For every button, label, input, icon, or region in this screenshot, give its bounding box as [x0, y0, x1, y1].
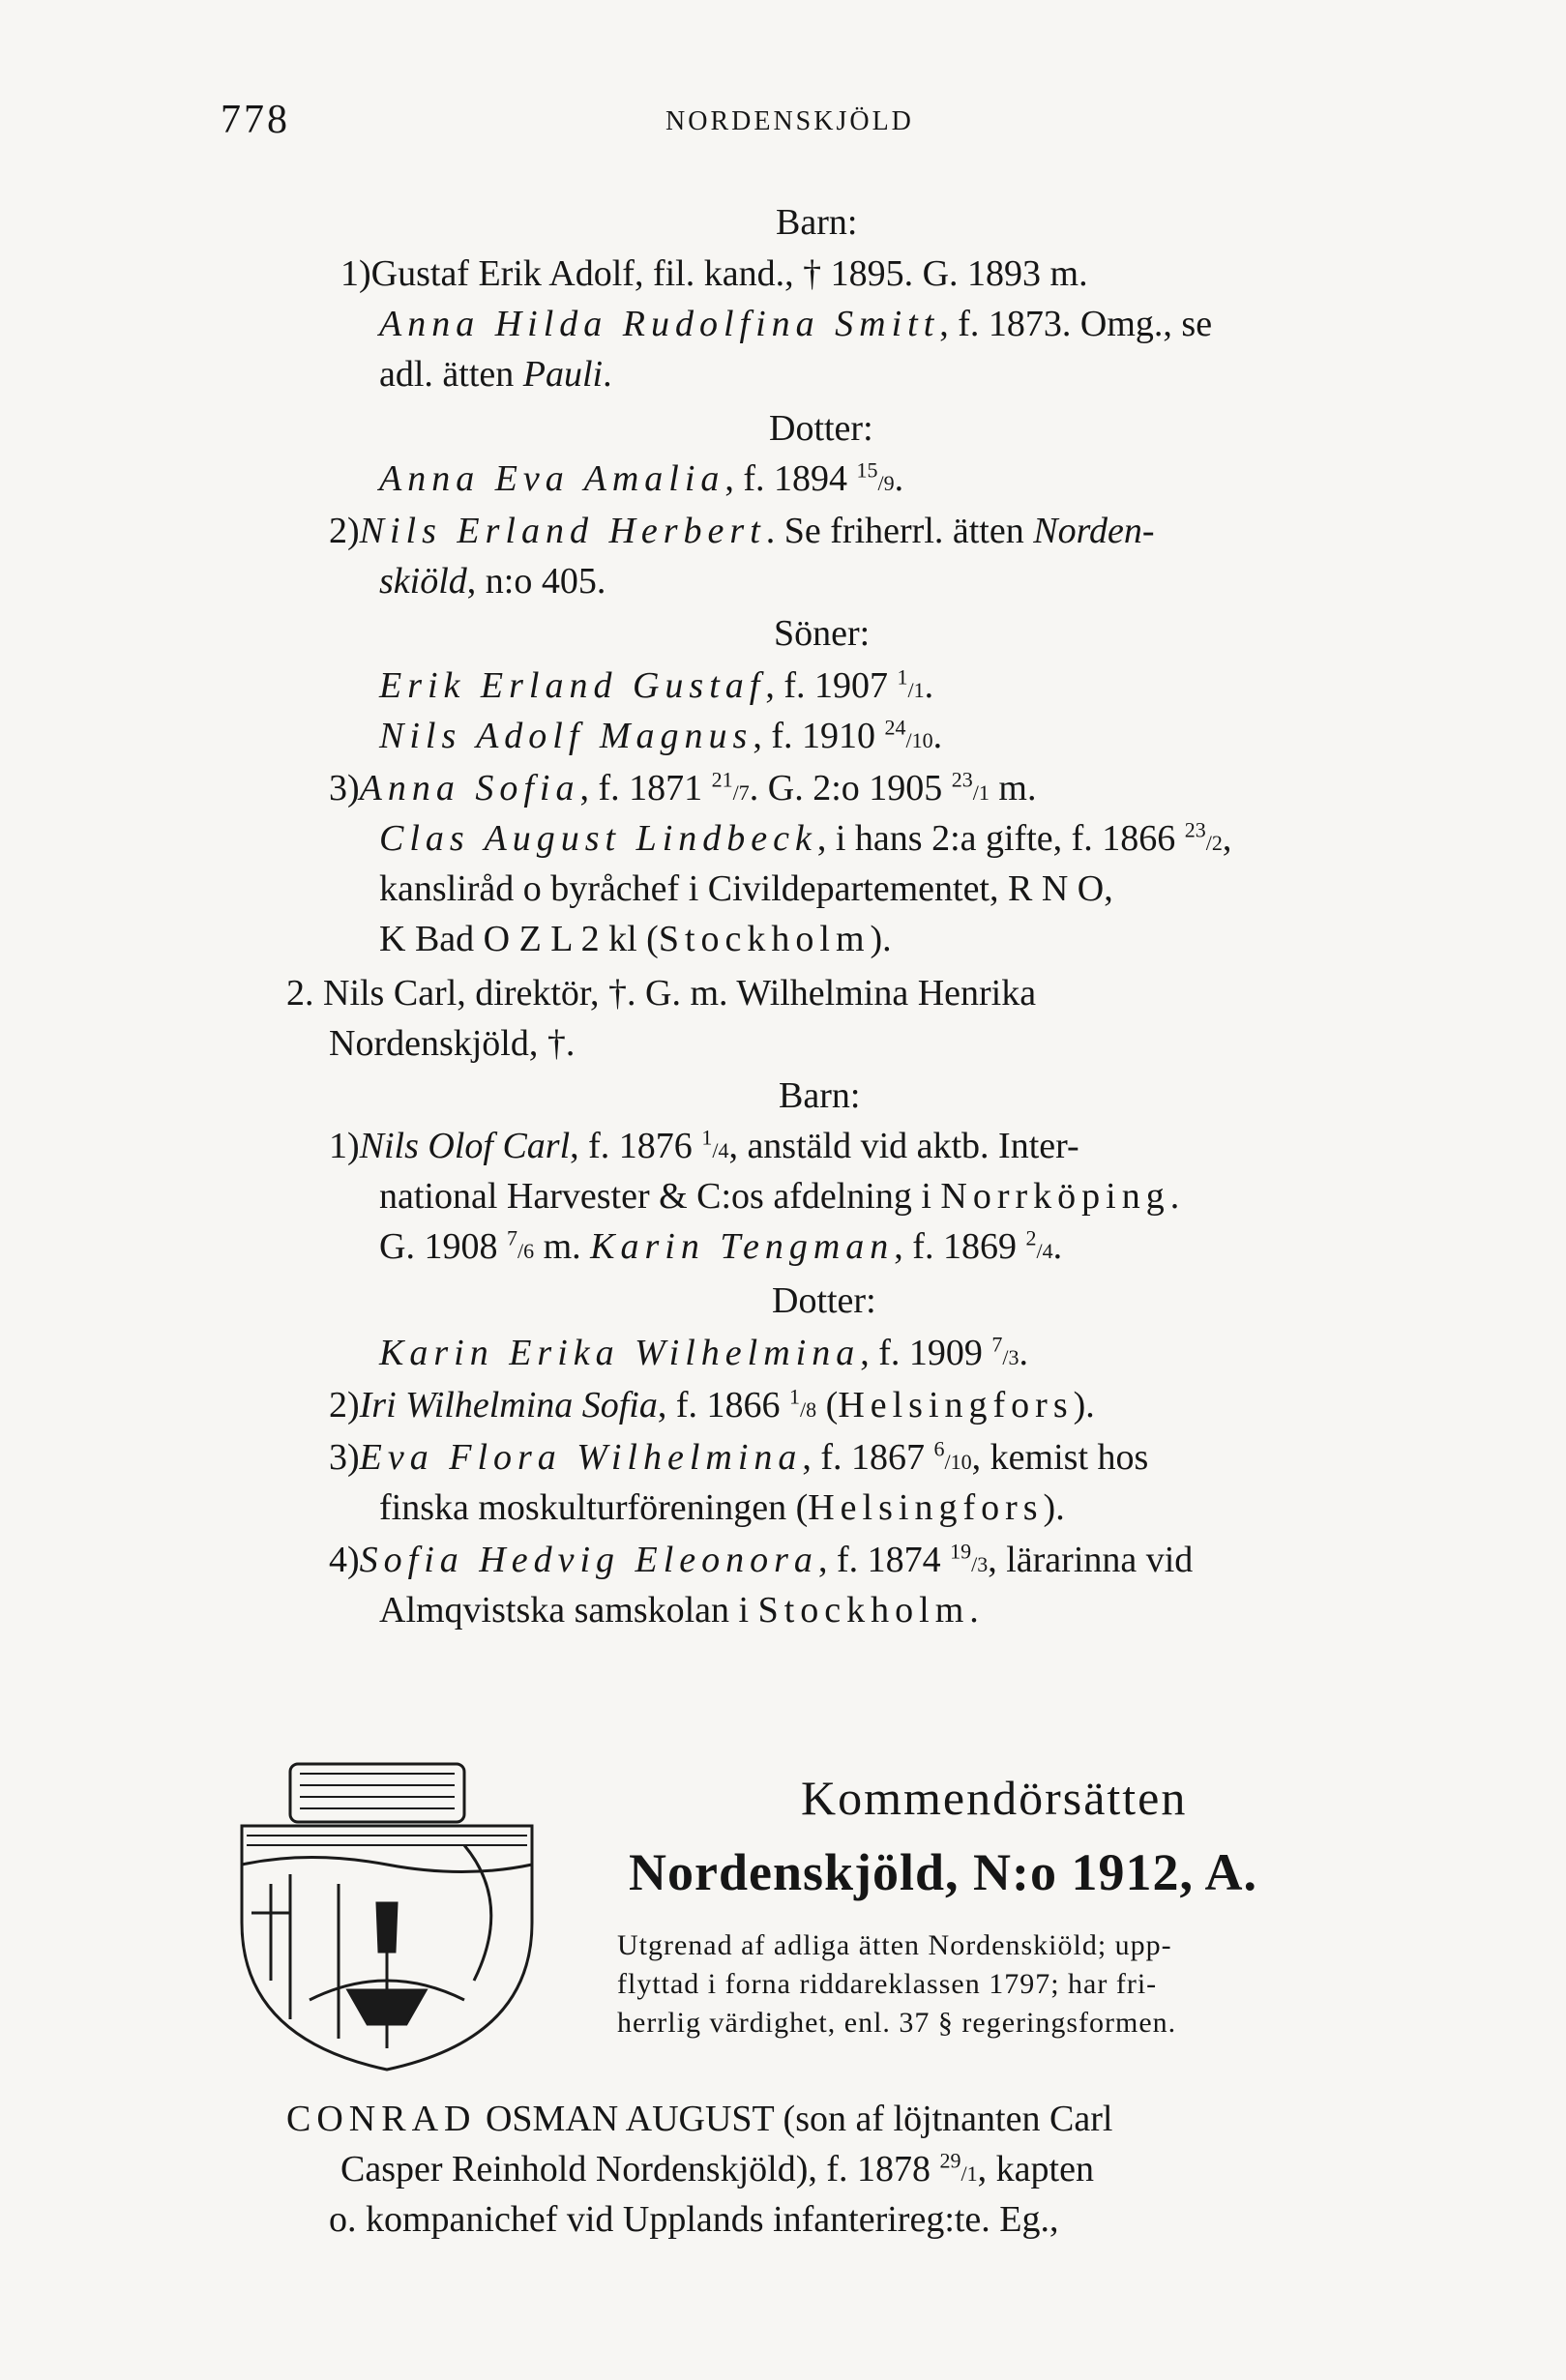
daughter-line: Anna Eva Amalia, f. 1894 $^{15}$/9.	[379, 457, 904, 499]
child-name: Sofia Hedvig Eleonora	[359, 1540, 818, 1580]
child-name: Nils Olof Carl	[359, 1126, 571, 1166]
child-text: K Bad O Z L 2 kl (	[379, 919, 659, 959]
s2-child-1-line-2	[379, 1172, 1179, 1220]
child-text: , f. 1869	[894, 1226, 1017, 1267]
date-month: 3	[1008, 1345, 1019, 1369]
desc-line-1: Utgrenad af adliga ätten Nordenskiöld; upp-	[617, 1929, 1172, 1961]
date-month: 9	[883, 471, 895, 495]
child-name: Anna Sofia	[359, 768, 580, 808]
child-text: , f. 1894	[724, 458, 848, 499]
child-text: .	[1085, 1385, 1095, 1425]
child-text: finska moskulturföreningen (	[379, 1487, 809, 1528]
child-text: G. 1908	[379, 1226, 498, 1267]
child-number: 3)	[329, 768, 360, 808]
date-month: 6	[523, 1239, 535, 1263]
daughter-name: Karin Erika Wilhelmina	[379, 1333, 861, 1373]
child-3-line-3: kansliråd o byråchef i Civildepartementet, R N O,	[379, 868, 1113, 909]
s2-child-4-line-1: 4)Sofia Hedvig Eleonora, f. 1874 $^{19}$/3, lärarinna vid	[329, 1539, 1194, 1580]
date-day: 23	[1184, 817, 1206, 842]
child-text: , i hans 2:a gifte, f. 1866	[816, 818, 1176, 859]
child-text: .	[969, 1590, 979, 1631]
spouse-name: Clas August Lindbeck	[379, 818, 817, 859]
section-subtitle: Nordenskjöld, N:o 1912, A.	[629, 1843, 1258, 1901]
daughter-name: Anna Eva Amalia	[379, 458, 725, 499]
child-text: .	[603, 354, 612, 395]
child-text: Almqvistska samskolan i	[379, 1590, 758, 1631]
date-month: 4	[1042, 1239, 1053, 1263]
conrad-line-3: o. kompanichef vid Upplands infanterireg:te. Eg.,	[329, 2199, 1059, 2240]
family-ref: skiöld	[379, 561, 467, 602]
son-name: Nils Adolf Magnus	[379, 716, 753, 756]
running-head: NORDENSKJÖLD	[665, 106, 914, 136]
page-header	[221, 97, 1343, 155]
child-2-line-1	[329, 507, 1154, 555]
child-text: . G. 2:o 1905	[749, 768, 943, 808]
child-text: , f. 1876	[570, 1126, 693, 1166]
child-number: 4)	[329, 1540, 360, 1580]
place-name: Norrköping	[940, 1176, 1170, 1217]
coat-of-arms-icon	[232, 1758, 542, 2077]
heading-dotter-2: Dotter:	[772, 1280, 876, 1321]
child-text: , lärarinna vid	[988, 1540, 1194, 1580]
child-text: .	[1169, 1176, 1180, 1217]
spouse-name: Anna Hilda Rudolfina Smitt	[379, 304, 940, 344]
date-month: 7	[738, 780, 750, 805]
s2-daughter-line: Karin Erika Wilhelmina, f. 1909 $^7$/3.	[379, 1332, 1028, 1373]
place-name: Stockholm	[658, 919, 871, 959]
child-text: .	[1052, 1226, 1063, 1267]
heading-dotter: Dotter:	[769, 408, 873, 449]
date-day: 1	[789, 1384, 801, 1409]
entry-text: , kapten	[977, 2149, 1094, 2189]
section-2-line-2: Nordenskjöld, †.	[329, 1023, 576, 1064]
child-text: national Harvester & C:os afdelning i	[379, 1176, 941, 1217]
place-name: Helsingfors	[808, 1487, 1044, 1528]
date-day: 29	[939, 2148, 961, 2173]
conrad-line-2: Casper Reinhold Nordenskjöld), f. 1878 $^{29}$/1, kapten	[340, 2148, 1094, 2189]
child-text: , f. 1874	[817, 1540, 941, 1580]
date-day: 7	[991, 1332, 1003, 1357]
date-month: 1	[978, 780, 990, 805]
child-text: .	[1019, 1333, 1028, 1373]
heading-soner: Söner:	[774, 613, 871, 654]
family-ref: Norden-	[1033, 511, 1155, 551]
date-day: 1	[897, 664, 908, 690]
date-month: 8	[806, 1397, 817, 1422]
date-day: 19	[950, 1539, 972, 1564]
child-text: m.	[989, 768, 1037, 808]
child-text: ).	[870, 919, 892, 959]
child-number: 2)	[329, 1385, 360, 1425]
date-month: 2	[1211, 831, 1223, 855]
child-number: 2)	[329, 511, 360, 551]
child-text: ,	[1222, 818, 1232, 859]
child-1-line-1	[340, 250, 1088, 298]
date-month: 10	[911, 728, 933, 752]
child-name: Nils Erland Herbert	[359, 511, 766, 551]
date-month: 10	[950, 1450, 972, 1474]
child-number: 3)	[329, 1437, 360, 1478]
family-ref: Pauli	[522, 354, 604, 395]
child-3-line-2: Clas August Lindbeck, i hans 2:a gifte, f. 1866 $^{23}$/2,	[379, 817, 1232, 859]
entry-number: 2.	[286, 973, 314, 1014]
conrad-line-1	[286, 2095, 1112, 2143]
date-day: 6	[933, 1436, 945, 1461]
s2-child-3-line-2	[379, 1484, 1065, 1532]
child-text: , n:o 405.	[466, 561, 606, 602]
child-text: , f. 1909	[860, 1333, 983, 1373]
date-day: 2	[1025, 1225, 1037, 1250]
child-1-line-3	[379, 350, 612, 398]
person-name: CONRAD	[286, 2099, 477, 2139]
child-1-line-2	[379, 300, 1212, 348]
child-number: 1)	[340, 253, 371, 294]
desc-line-3: herrlig värdighet, enl. 37 § regeringsformen.	[617, 2007, 1177, 2039]
place-name: Helsingfors	[838, 1385, 1074, 1425]
child-text: , f. 1910	[753, 716, 875, 756]
date-month: 1	[913, 678, 925, 702]
s2-child-3-line-1: 3)Eva Flora Wilhelmina, f. 1867 $^6$/10, kemist hos	[329, 1436, 1149, 1478]
child-3-line-1: 3)Anna Sofia, f. 1871 $^{21}$/7. G. 2:o 1905 $^{23}$/1 m.	[329, 767, 1037, 808]
entry-text: Nils Carl, direktör, †. G. m. Wilhelmina Henrika	[323, 973, 1037, 1014]
child-3-line-4	[379, 915, 892, 963]
date-month: 3	[977, 1552, 989, 1576]
child-text: , f. 1907	[765, 665, 888, 706]
son-name: Erik Erland Gustaf	[379, 665, 766, 706]
date-day: 1	[701, 1125, 713, 1150]
entry-text: Casper Reinhold Nordenskjöld), f. 1878	[340, 2149, 931, 2189]
date-day: 21	[711, 767, 733, 792]
date-day: 7	[506, 1225, 517, 1250]
son-1-line: Erik Erland Gustaf, f. 1907 $^1$/1.	[379, 664, 934, 706]
page-number: 778	[221, 98, 290, 142]
s2-child-1-line-3: G. 1908 $^7$/6 m. Karin Tengman, f. 1869 $^2$/4.	[379, 1225, 1063, 1267]
heading-barn: Barn:	[776, 202, 858, 243]
child-text: , anstäld vid aktb. Inter-	[728, 1126, 1079, 1166]
child-text: Gustaf Erik Adolf, fil. kand., † 1895. G. 1893 m.	[370, 253, 1088, 294]
child-text: . Se friherrl. ätten	[765, 511, 1024, 551]
s2-child-2-line: 2)Iri Wilhelmina Sofia, f. 1866 $^1$/8 (Helsingfors).	[329, 1384, 1095, 1425]
child-text: , f. 1871	[579, 768, 703, 808]
entry-text: OSMAN AUGUST (son af löjtnanten Carl	[476, 2099, 1113, 2139]
section-title: Kommendörsätten	[801, 1771, 1188, 1825]
date-day: 15	[856, 457, 878, 483]
spouse-name: Karin Tengman	[590, 1226, 895, 1267]
s2-child-1-line-1: 1)Nils Olof Carl, f. 1876 $^1$/4, anstäld vid aktb. Inter-	[329, 1125, 1079, 1166]
child-text: , f. 1866	[657, 1385, 781, 1425]
heading-barn-2: Barn:	[779, 1075, 861, 1116]
date-day: 24	[884, 715, 906, 740]
child-name: Iri Wilhelmina Sofia	[359, 1385, 658, 1425]
child-text: , kemist hos	[971, 1437, 1149, 1478]
child-text: adl. ätten	[379, 354, 523, 395]
date-month: 1	[966, 2161, 978, 2186]
desc-line-2: flyttad i forna riddareklassen 1797; har fri-	[617, 1968, 1158, 2000]
child-text: , f. 1873. Omg., se	[939, 304, 1213, 344]
child-name: Eva Flora Wilhelmina	[359, 1437, 803, 1478]
child-text: m.	[534, 1226, 591, 1267]
child-2-line-2	[379, 557, 606, 605]
child-number: 1)	[329, 1126, 360, 1166]
date-day: 23	[951, 767, 973, 792]
s2-child-4-line-2	[379, 1586, 979, 1634]
child-text: ).	[1043, 1487, 1065, 1528]
place-name: Stockholm	[757, 1590, 970, 1631]
child-text: , f. 1867	[802, 1437, 926, 1478]
son-2-line: Nils Adolf Magnus, f. 1910 $^{24}$/10.	[379, 715, 943, 756]
section-2-line-1	[286, 969, 1036, 1017]
date-month: 4	[718, 1138, 729, 1162]
